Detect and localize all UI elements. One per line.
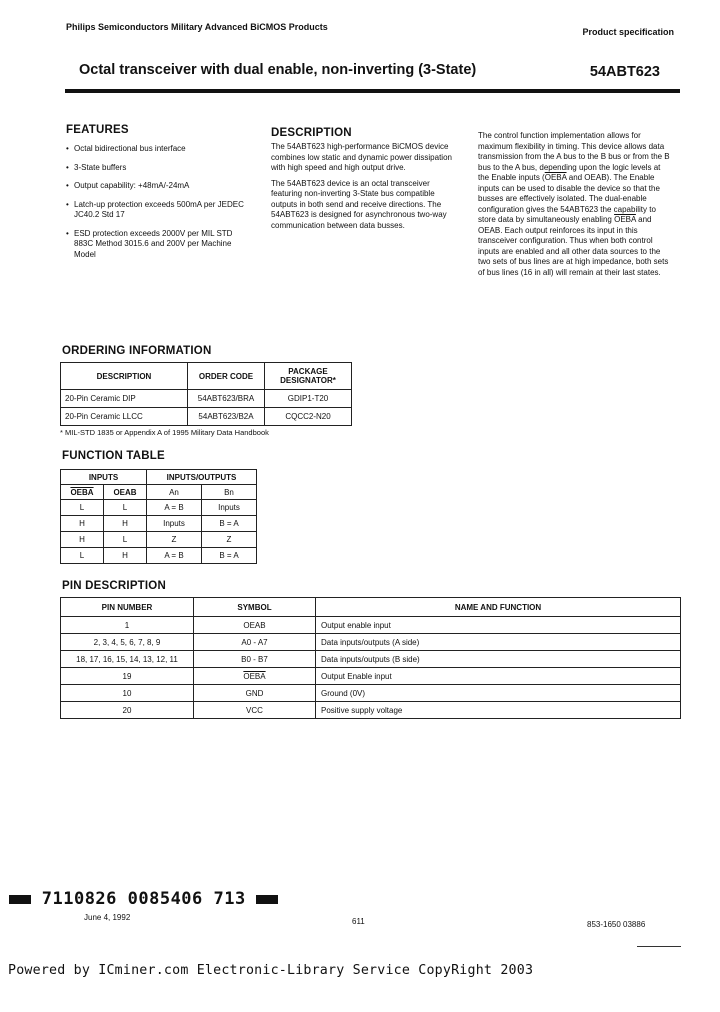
table-cell: OEAB <box>194 617 316 634</box>
table-cell: 20-Pin Ceramic DIP <box>61 390 188 408</box>
table-cell: OEBA <box>194 668 316 685</box>
feature-item: • Latch-up protection exceeds 500mA per JEDEC JC40.2 Std 17 <box>66 200 252 221</box>
col-symbol: SYMBOL <box>194 598 316 617</box>
ordering-col-package: PACKAGE DESIGNATOR* <box>265 363 352 390</box>
table-cell: Ground (0V) <box>316 685 681 702</box>
table-row <box>61 634 681 651</box>
feature-item: • 3-State buffers <box>66 163 252 174</box>
table-cell: A = B <box>147 548 202 564</box>
table-cell: Data inputs/outputs (A side) <box>316 634 681 651</box>
col-an: An <box>147 485 202 500</box>
features-section <box>66 124 252 268</box>
desc3-text-a: The control function implementation allows for maximum flexibility in timing. This device allows data transmission from the A bus to the B bus or from the B bus to the A bus, depending upon the logic levels at the Enable inputs ( <box>478 131 670 182</box>
table-cell: Inputs <box>202 500 257 516</box>
table-cell: H <box>104 548 147 564</box>
col-oeba: OEBA <box>61 485 104 500</box>
table-row <box>61 408 352 426</box>
ordering-col-order-code: ORDER CODE <box>188 363 265 390</box>
barcode-line <box>9 889 278 909</box>
table-cell: Data inputs/outputs (B side) <box>316 651 681 668</box>
table-cell: 10 <box>61 685 194 702</box>
features-list <box>66 144 252 260</box>
table-cell: Z <box>147 532 202 548</box>
table-cell: Z <box>202 532 257 548</box>
ordering-table <box>60 362 352 426</box>
company-header: Philips Semiconductors Military Advanced BiCMOS Products <box>66 22 328 32</box>
pin-description-table <box>60 597 681 719</box>
desc3-text-c: and OEAB. Each output reinforces its input in this transceiver configuration. Thus when both control inputs are enabled and all other data sources to the two sets of bus lines are at high impedance, both sets of bus lines (16 in all) will remain at their last states. <box>478 215 669 277</box>
table-row <box>61 685 681 702</box>
table-cell: 54ABT623/BRA <box>188 390 265 408</box>
description-paragraph-1: The 54ABT623 high-performance BiCMOS device combines low static and dynamic power dissipation with high speed and high output drive. <box>271 142 452 172</box>
table-cell: 54ABT623/B2A <box>188 408 265 426</box>
features-heading: FEATURES <box>66 124 129 136</box>
col-pin-number: PIN NUMBER <box>61 598 194 617</box>
oeba-overlined: OEBA <box>544 173 567 182</box>
table-row <box>61 390 352 408</box>
description-paragraph-3 <box>478 131 670 278</box>
col-name-function: NAME AND FUNCTION <box>316 598 681 617</box>
table-cell: A = B <box>147 500 202 516</box>
feature-item: • Octal bidirectional bus interface <box>66 144 252 155</box>
table-cell: B = A <box>202 548 257 564</box>
table-cell: GND <box>194 685 316 702</box>
table-row <box>61 548 257 564</box>
table-cell: H <box>104 516 147 532</box>
table-cell: 20 <box>61 702 194 719</box>
powered-by-line: Powered by ICminer.com Electronic-Library Service CopyRight 2003 <box>8 963 534 978</box>
table-cell: 19 <box>61 668 194 685</box>
table-cell: 20-Pin Ceramic LLCC <box>61 408 188 426</box>
document-title: Octal transceiver with dual enable, non-inverting (3-State) <box>79 62 477 78</box>
table-row <box>61 617 681 634</box>
table-cell: CQCC2-N20 <box>265 408 352 426</box>
table-cell: 18, 17, 16, 15, 14, 13, 12, 11 <box>61 651 194 668</box>
table-cell: Positive supply voltage <box>316 702 681 719</box>
description-section <box>271 127 463 236</box>
table-cell: Inputs <box>147 516 202 532</box>
feature-item: • Output capability: +48mA/-24mA <box>66 181 252 192</box>
table-cell: 2, 3, 4, 5, 6, 7, 8, 9 <box>61 634 194 651</box>
table-cell: H <box>61 532 104 548</box>
desc3-text-b: and OEAB). The Enable inputs can be used to disable the device so that the busses are effectively isolated. The dual-enable configuration gives the 54ABT623 the capability to store data by simultaneously enabling <box>478 173 660 224</box>
table-cell: VCC <box>194 702 316 719</box>
col-oeab: OEAB <box>104 485 147 500</box>
ordering-heading: ORDERING INFORMATION <box>62 345 212 357</box>
col-bn: Bn <box>202 485 257 500</box>
group-inputs: INPUTS <box>61 470 147 485</box>
oeba-overlined: OEBA <box>614 215 636 224</box>
table-cell: L <box>104 500 147 516</box>
description-paragraph-2: The 54ABT623 device is an octal transceiver featuring non-inverting 3-State bus compatible outputs in both send and receive directions. The 54ABT623 is designed for asynchronous two-way communication between data busses. <box>271 178 447 230</box>
function-table <box>60 469 257 564</box>
table-cell: L <box>61 500 104 516</box>
table-row <box>61 516 257 532</box>
barcode-number: 7110826 0085406 713 <box>41 889 246 909</box>
document-code: 853-1650 03886 <box>587 920 646 929</box>
table-row <box>61 668 681 685</box>
ordering-footnote: * MIL-STD 1835 or Appendix A of 1995 Military Data Handbook <box>60 428 269 437</box>
description-column-3 <box>478 131 670 278</box>
page-number: 611 <box>352 917 365 926</box>
description-heading: DESCRIPTION <box>271 127 352 139</box>
part-number: 54ABT623 <box>589 64 660 80</box>
ordering-col-description: DESCRIPTION <box>61 363 188 390</box>
table-row <box>61 702 681 719</box>
barcode-block-left <box>9 895 31 904</box>
feature-item: • ESD protection exceeds 2000V per MIL STD 883C Method 3015.6 and 200V per Machine Model <box>66 229 252 261</box>
footer-rule <box>637 946 681 947</box>
title-rule <box>65 89 680 93</box>
table-row <box>61 651 681 668</box>
table-cell: B = A <box>202 516 257 532</box>
table-cell: Output Enable input <box>316 668 681 685</box>
table-cell: H <box>61 516 104 532</box>
table-cell: 1 <box>61 617 194 634</box>
group-inputs-outputs: INPUTS/OUTPUTS <box>147 470 257 485</box>
table-row <box>61 532 257 548</box>
table-cell: GDIP1-T20 <box>265 390 352 408</box>
table-cell: Output enable input <box>316 617 681 634</box>
spec-type-label: Product specification <box>582 27 674 37</box>
barcode-block-right <box>256 895 278 904</box>
function-table-heading: FUNCTION TABLE <box>62 450 165 462</box>
table-row <box>61 500 257 516</box>
table-cell: A0 - A7 <box>194 634 316 651</box>
table-cell: B0 - B7 <box>194 651 316 668</box>
document-date: June 4, 1992 <box>84 913 131 922</box>
table-cell: L <box>61 548 104 564</box>
table-cell: L <box>104 532 147 548</box>
pin-description-heading: PIN DESCRIPTION <box>62 580 166 592</box>
